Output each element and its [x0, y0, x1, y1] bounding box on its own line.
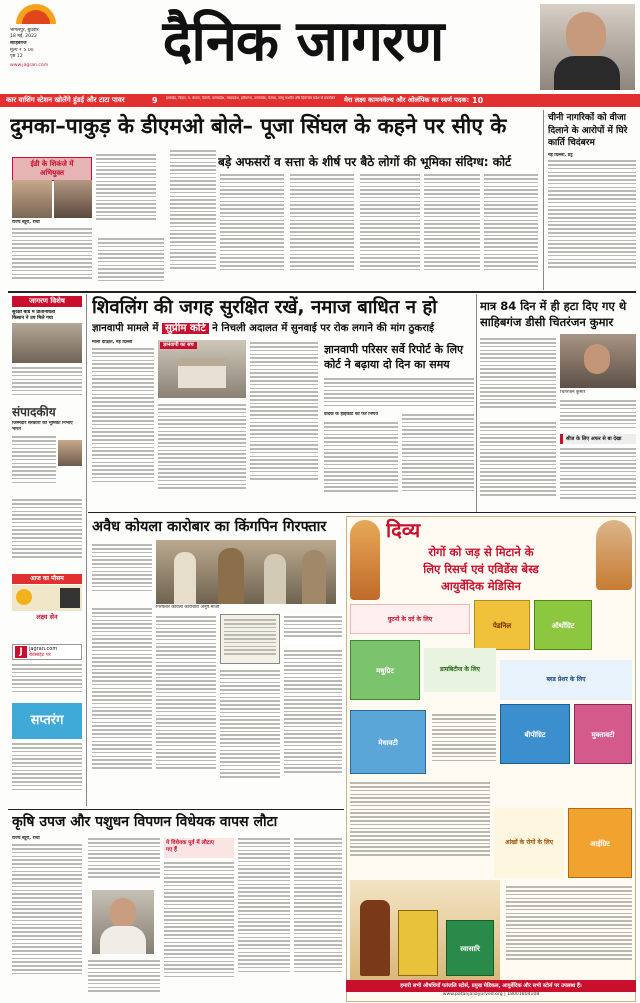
col-text — [480, 336, 556, 420]
product-medhavati[interactable]: मेधावटी — [350, 710, 426, 774]
ad-brand: दिव्य — [386, 518, 421, 542]
top-story-headline[interactable]: दुमका–पाकुड़ के डीएमओ बोले– पूजा सिंघल के कहने पर सीए के — [10, 114, 507, 138]
col-text — [170, 148, 216, 288]
col-text — [402, 412, 474, 506]
coal-side-box — [284, 614, 342, 644]
ed-box-points — [96, 152, 156, 232]
gyanvapi-subhead-b: ने निचली अदालत में सुनवाई पर रोक लगाने की मांग ठुकराई — [212, 323, 435, 334]
product-bpgrit[interactable]: बीपीग्रिट — [500, 704, 570, 764]
ticker-right-text[interactable]: मेरा लक्ष्य कामनवेल्थ और ओलंपिक का स्वर्ण पदक: — [344, 96, 470, 104]
col-text — [560, 446, 636, 510]
ticker-left-text[interactable]: कार वाशिंग स्टेशन खोलेंगे हुंडई और टाटा पावर — [6, 96, 125, 104]
col-text — [290, 172, 354, 288]
price-pages: मूल्य ₹ 5.00 पृष्ठ 12 — [10, 48, 34, 59]
ed-box-title: ईडी के शिकंजे में अभियुक्त — [30, 160, 74, 177]
col-text — [250, 340, 318, 506]
ad-copy — [506, 884, 632, 976]
special-photo — [12, 323, 82, 363]
ad-footer: हमारी सभी औषधियाँ पतंजलि स्टोर्स, प्रमुख मेडिकल, आयुर्वेदिक और सभी स्टोर्स पर उपलब्ध हैं। — [346, 980, 636, 992]
col-text — [88, 958, 160, 1000]
jagran-site-label: बेवसाइट पर — [29, 652, 51, 658]
ad-person-right — [596, 520, 632, 590]
col-text — [360, 172, 420, 288]
product-swasari[interactable] — [350, 880, 500, 980]
product-peadnil[interactable]: पेडनिल — [474, 600, 530, 650]
col-text — [294, 836, 342, 1000]
ad-contact[interactable]: www.patanjaliayurved.org | 18001804108 — [442, 992, 540, 997]
col-text — [484, 172, 538, 288]
col-text — [12, 741, 82, 799]
ad-text-diabetes — [424, 648, 496, 692]
col-text — [560, 398, 636, 432]
product-swasari-label: स्वासारि — [446, 920, 494, 976]
right-story-headline[interactable]: चीनी नागरिकों को वीजा दिलाने के आरोपों में घिरे कार्ति चिदंबरम — [548, 113, 628, 148]
col-text — [324, 376, 474, 410]
farm-byline: राज्य ब्यूरो, रांची — [12, 836, 40, 841]
col-text — [12, 365, 82, 399]
jagran-site-box[interactable] — [12, 644, 82, 660]
lakshya-sen-photo — [540, 4, 635, 90]
coal-photo — [156, 540, 336, 604]
col-text — [324, 420, 398, 506]
product-madhugrit[interactable]: मधुग्रिट — [350, 640, 420, 700]
gyanvapi2-box: वैदिक के हाइकोर्ट का फर निर्णय — [324, 412, 379, 417]
masthead-title: दैनिक जागरण — [162, 8, 444, 74]
weather-header: आज का मौसम — [12, 574, 82, 584]
col-text — [238, 836, 290, 1000]
col-text — [92, 542, 152, 602]
website[interactable]: www.jagran.com — [10, 63, 49, 68]
col-text — [548, 158, 636, 288]
top-story-subhead: बड़े अफसरों व सत्ता के शीर्ष पर बैठे लोगों की भूमिका संदिग्ध: कोर्ट — [218, 155, 512, 169]
supreme-court-box: सुप्रीम कोर्ट — [162, 323, 209, 334]
col-text — [92, 606, 152, 806]
farm-headline[interactable]: कृषि उपज और पशुधन विपणन विधेयक वापस लौटा — [12, 814, 278, 830]
coal-photo-caption: गिरफ्तार कोयला कारोबारी अनूप माजी — [156, 605, 220, 610]
ad-person-left — [350, 520, 380, 600]
chitranjan-caption: चितरंजन कुमार — [560, 390, 586, 395]
gyanvapi-photo-label: ज्ञानवापी का सच — [160, 342, 197, 349]
gyanvapi-subhead-a: ज्ञानवापी मामले में — [92, 323, 159, 334]
col-text — [12, 226, 92, 288]
gyanvapi2-headline[interactable]: ज्ञानवापी परिसर सर्वे रिपोर्ट के लिए कोर्ट ने बढ़ाया दो दिन का समय — [324, 343, 464, 371]
product-muktavati[interactable]: मुक्तावटी — [574, 704, 632, 764]
col-text — [220, 172, 284, 288]
ad-copy — [350, 780, 490, 870]
gyanvapi-headline[interactable]: शिवलिंग की जगह सुरक्षित रखें, नमाज बाधित न हो — [92, 297, 438, 318]
editorial-item-1[interactable]: जिम्मेदार सरकारी की भूमिका निभाएं भारत — [12, 421, 73, 432]
editorial-title: संपादकीय — [12, 405, 56, 419]
col-text — [480, 420, 556, 510]
saptrang-title: सप्तरंग — [30, 713, 64, 728]
coal-headline[interactable]: अवैध कोयला कारोबार का किंगपिन गिरफ्तार — [92, 519, 327, 535]
col-text — [156, 614, 216, 806]
col-text — [164, 860, 234, 1000]
jagran-sun-logo — [10, 4, 62, 26]
farm-box-title: ये विधेयक पूर्व में लौटाए गए हैं — [164, 838, 234, 858]
col-text — [424, 172, 480, 288]
col-text — [12, 497, 82, 567]
ed-box — [12, 157, 92, 181]
ad-text-eyes — [494, 808, 564, 878]
publication-states: झारखंड, बिहार, प. बंगाल, दिल्ली, उत्तरप्रदेश, मध्यप्रदेश, हरियाणा, उत्तराखंड, पंजाब, जम्मू कश्मीर और हिमाचल प्रदेश से प्रकाशित — [166, 96, 336, 100]
ticker-left-page: 9 — [152, 96, 158, 105]
issue-date: भागलपुर, बुधवार 18 मई, 2022 — [10, 28, 39, 39]
ad-text-knee-label: घुटनों के दर्द के लिए — [387, 616, 433, 623]
edition-name: साहिबगंज — [10, 41, 27, 46]
accused-photo-2 — [54, 180, 92, 218]
top-story-byline: राज्य ब्यूरो, रांची — [12, 220, 40, 225]
ticker-right-page: 10 — [472, 96, 484, 105]
ad-text-knee — [350, 604, 470, 634]
col-text — [92, 346, 154, 506]
ad-text-diabetes-label: डायबिटीज के लिए — [440, 666, 480, 673]
weather-widget — [12, 585, 82, 611]
editorial-photo — [58, 440, 82, 466]
ad-text-eyes-label: आंखों के रोगों के लिए — [504, 839, 554, 846]
lakshya-label: लक्ष्य सेन — [36, 613, 58, 621]
accused-photo-1 — [12, 180, 52, 218]
jagran-site: jagran.com — [29, 646, 58, 652]
col-text — [12, 662, 82, 698]
temperature-box — [60, 588, 80, 608]
ad-copy — [432, 712, 496, 772]
col-text — [98, 236, 164, 288]
governor-photo — [92, 890, 154, 954]
col-text — [158, 402, 246, 506]
col-text — [220, 668, 280, 806]
chitranjan-photo — [560, 334, 636, 388]
ad-title: रोगों को जड़ से मिटाने के लिए रिसर्च एवं एविडेंस बेस्ड आयुर्वेदिक मेडिसिन — [423, 545, 539, 593]
gyanvapi-byline: माला दीक्षित, नई दिल्ली — [92, 340, 133, 345]
col-text — [12, 434, 56, 494]
sun-icon — [16, 589, 32, 605]
product-orthogrit[interactable]: ऑर्थोग्रिट — [534, 600, 592, 650]
ad-text-bp: ब्लड प्रेशर के लिए — [500, 660, 632, 700]
product-eyegrit[interactable]: आईग्रिट — [568, 808, 632, 878]
coal-points-box — [220, 614, 280, 664]
col-text — [284, 648, 342, 806]
section-label: जागरण विशेष — [12, 296, 82, 307]
supreme-court-photo — [158, 340, 246, 398]
saptrang-box[interactable] — [12, 703, 82, 739]
special-caption: सुरक्षा बोर्ड में प्रतिनिधित्व किसान ने उप मिले गया — [12, 310, 56, 321]
judge-box: सीज के लिए अफर से बा देखा — [560, 434, 636, 444]
right-story-byline: नई दिल्ली, प्रेट्र — [548, 153, 573, 158]
col-text — [12, 842, 82, 1000]
jagran-logo: J — [15, 646, 27, 658]
judge-headline[interactable]: मात्र 84 दिन में ही हटा दिए गए थे साहिबगंज डीसी चितरंजन कुमार — [480, 299, 627, 329]
col-text — [88, 836, 160, 886]
